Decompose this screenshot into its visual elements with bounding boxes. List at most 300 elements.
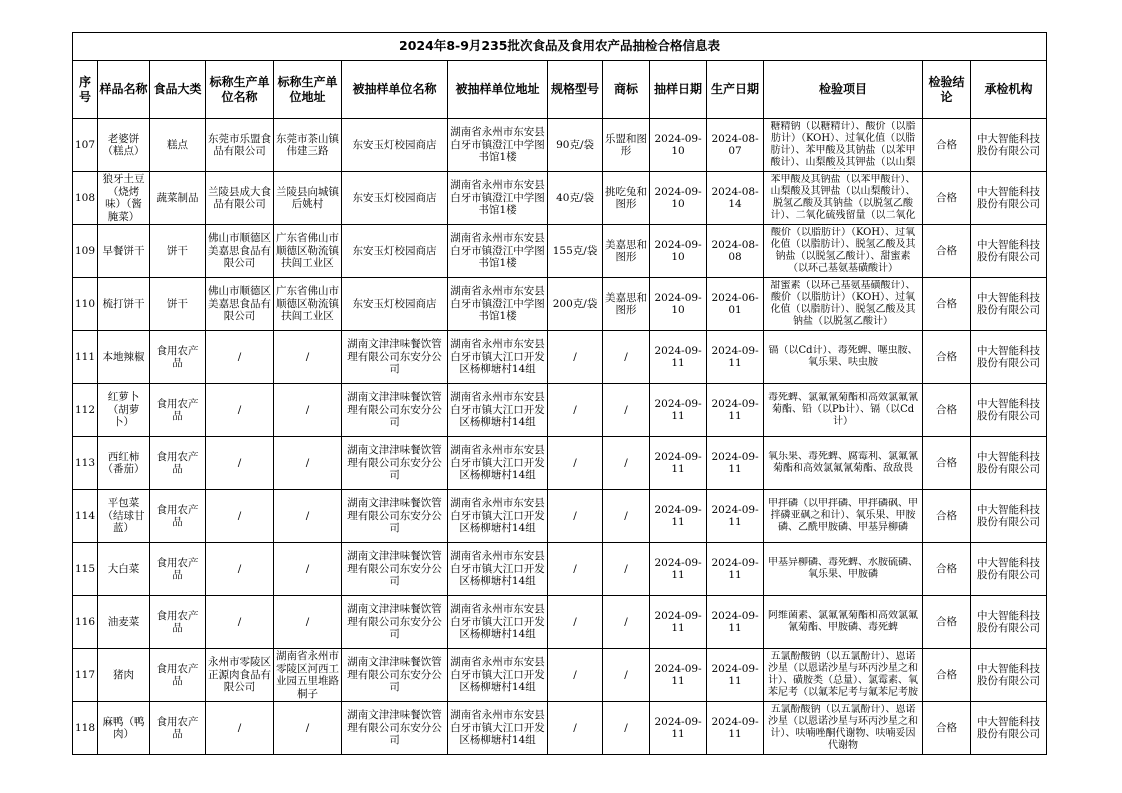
cell-text: 湖南省永州市东安县白牙市镇澄江中学图书馆1楼 bbox=[450, 179, 545, 217]
cell-text: / bbox=[624, 350, 628, 363]
header-specification: 规格型号 bbox=[548, 61, 603, 119]
cell-sampled-unit-address bbox=[448, 384, 548, 437]
cell-text: 湖南文津津味餐饮管理有限公司东安分公司 bbox=[347, 550, 442, 588]
cell-text: 湖南省永州市东安县白牙市镇大江口开发区杨柳塘村14组 bbox=[450, 338, 545, 376]
cell-trademark bbox=[603, 543, 650, 596]
cell-text: / bbox=[573, 615, 577, 628]
cell-text: 佛山市顺德区美嘉思食品有限公司 bbox=[208, 232, 272, 270]
cell-text: 食用农产品 bbox=[156, 503, 199, 528]
header-sampled-unit-name: 被抽样单位名称 bbox=[342, 61, 448, 119]
cell-text: 113 bbox=[75, 456, 96, 469]
cell-text: 中大智能科技股份有限公司 bbox=[977, 344, 1041, 369]
cell-manufacturer-name bbox=[206, 702, 274, 755]
cell-text: 湖南省永州市东安县白牙市镇大江口开发区杨柳塘村14组 bbox=[450, 550, 545, 588]
header-row-number: 序号 bbox=[73, 61, 98, 119]
cell-text: 中大智能科技股份有限公司 bbox=[977, 609, 1041, 634]
cell-test-items bbox=[764, 225, 923, 278]
cell-text: / bbox=[305, 562, 310, 575]
cell-text: 合格 bbox=[936, 350, 958, 363]
cell-row-number bbox=[73, 225, 98, 278]
cell-manufacturer-address bbox=[274, 172, 342, 225]
cell-text: 2024-09-11 bbox=[711, 556, 759, 581]
cell-manufacturer-address bbox=[274, 437, 342, 490]
cell-text: 饼干 bbox=[167, 244, 189, 257]
cell-text: 东莞市乐盟食品有限公司 bbox=[208, 132, 272, 157]
cell-testing-institution bbox=[971, 172, 1047, 225]
cell-text: / bbox=[237, 509, 242, 522]
cell-trademark bbox=[603, 331, 650, 384]
cell-test-conclusion bbox=[923, 331, 971, 384]
cell-text: 兰陵县向城镇后姚村 bbox=[276, 185, 340, 210]
cell-trademark bbox=[603, 119, 650, 172]
cell-text: 中大智能科技股份有限公司 bbox=[977, 238, 1041, 263]
cell-text: 兰陵县成大食品有限公司 bbox=[208, 185, 272, 210]
cell-food-category bbox=[150, 172, 206, 225]
cell-text: 大白菜 bbox=[107, 562, 140, 575]
cell-text: 中大智能科技股份有限公司 bbox=[977, 132, 1041, 157]
cell-text: 湖南省永州市东安县白牙市镇大江口开发区杨柳塘村14组 bbox=[450, 444, 545, 482]
cell-text: 2024-09-11 bbox=[654, 609, 702, 634]
header-sampled-unit-address: 被抽样单位地址 bbox=[448, 61, 548, 119]
cell-text: 2024-08-14 bbox=[711, 185, 759, 210]
cell-row-number bbox=[73, 437, 98, 490]
cell-production-date bbox=[707, 649, 764, 702]
cell-text: 118 bbox=[75, 721, 96, 734]
cell-text: / bbox=[573, 668, 577, 681]
cell-text: 2024-09-10 bbox=[654, 185, 702, 210]
cell-text: 美嘉思和图形 bbox=[605, 291, 648, 316]
cell-text: 2024-09-11 bbox=[711, 344, 759, 369]
cell-specification bbox=[548, 702, 603, 755]
table-row bbox=[73, 490, 1047, 543]
cell-sampled-unit-name bbox=[342, 278, 448, 331]
cell-sampled-unit-name bbox=[342, 490, 448, 543]
cell-manufacturer-name bbox=[206, 649, 274, 702]
cell-text: 2024-09-11 bbox=[654, 397, 702, 422]
cell-text: 合格 bbox=[936, 244, 958, 257]
cell-text: / bbox=[305, 350, 310, 363]
cell-text: 2024-09-11 bbox=[654, 503, 702, 528]
cell-text: 早餐饼干 bbox=[102, 244, 145, 257]
cell-text: 广东省佛山市顺德区勒流镇扶闾工业区 bbox=[276, 232, 340, 270]
cell-manufacturer-name bbox=[206, 278, 274, 331]
cell-text: 湖南文津津味餐饮管理有限公司东安分公司 bbox=[347, 444, 442, 482]
cell-text: 美嘉思和图形 bbox=[605, 238, 648, 263]
cell-manufacturer-address bbox=[274, 490, 342, 543]
cell-text: 佛山市顺德区美嘉思食品有限公司 bbox=[208, 285, 272, 323]
cell-text: 115 bbox=[75, 562, 96, 575]
cell-text: 117 bbox=[75, 668, 96, 681]
cell-specification bbox=[548, 596, 603, 649]
cell-sampled-unit-name bbox=[342, 437, 448, 490]
cell-manufacturer-name bbox=[206, 225, 274, 278]
cell-specification bbox=[548, 490, 603, 543]
cell-text: 酸价（以脂肪计）（KOH）、过氧化值（以脂肪计）、脱氢乙酸及其钠盐（以脱氢乙酸计）、甜蜜素（以环己基氨基磺酸计） bbox=[770, 227, 916, 274]
cell-text: 合格 bbox=[936, 403, 958, 416]
cell-production-date bbox=[707, 702, 764, 755]
cell-trademark bbox=[603, 384, 650, 437]
cell-manufacturer-name bbox=[206, 384, 274, 437]
cell-production-date bbox=[707, 490, 764, 543]
cell-production-date bbox=[707, 543, 764, 596]
cell-manufacturer-address bbox=[274, 119, 342, 172]
cell-sample-name bbox=[98, 437, 150, 490]
cell-text: 109 bbox=[75, 244, 96, 257]
cell-text: 湖南文津津味餐饮管理有限公司东安分公司 bbox=[347, 497, 442, 535]
cell-sampled-unit-address bbox=[448, 172, 548, 225]
cell-text: 狼牙土豆（烧烤味）（酱腌菜） bbox=[102, 173, 145, 223]
cell-text: 合格 bbox=[936, 668, 958, 681]
table-row bbox=[73, 437, 1047, 490]
cell-manufacturer-name bbox=[206, 172, 274, 225]
cell-text: 114 bbox=[75, 509, 96, 522]
cell-text: / bbox=[624, 615, 628, 628]
cell-sample-name bbox=[98, 278, 150, 331]
cell-text: / bbox=[305, 403, 310, 416]
cell-row-number bbox=[73, 384, 98, 437]
header-testing-institution: 承检机构 bbox=[971, 61, 1047, 119]
cell-row-number bbox=[73, 331, 98, 384]
cell-text: 2024-09-11 bbox=[711, 662, 759, 687]
cell-text: 40克/袋 bbox=[556, 191, 594, 204]
cell-text: 2024-09-11 bbox=[654, 662, 702, 687]
cell-text: 东安玉灯校园商店 bbox=[352, 138, 437, 151]
cell-text: 永州市零陵区正源肉食品有限公司 bbox=[208, 656, 272, 694]
cell-text: 挑吃兔和图形 bbox=[605, 185, 648, 210]
cell-sampling-date bbox=[650, 119, 707, 172]
cell-text: 东安玉灯校园商店 bbox=[352, 244, 437, 257]
cell-text: 甲基异柳磷、毒死蜱、水胺硫磷、氧乐果、甲胺磷 bbox=[768, 557, 919, 580]
cell-sample-name bbox=[98, 490, 150, 543]
cell-text: / bbox=[573, 456, 577, 469]
cell-text: 155克/袋 bbox=[552, 244, 598, 257]
cell-text: 湖南省永州市东安县白牙市镇大江口开发区杨柳塘村14组 bbox=[450, 709, 545, 747]
cell-text: 中大智能科技股份有限公司 bbox=[977, 503, 1041, 528]
cell-testing-institution bbox=[971, 119, 1047, 172]
cell-manufacturer-address bbox=[274, 384, 342, 437]
cell-sampled-unit-name bbox=[342, 649, 448, 702]
header-trademark: 商标 bbox=[603, 61, 650, 119]
cell-text: 广东省佛山市顺德区勒流镇扶闾工业区 bbox=[276, 285, 340, 323]
cell-test-conclusion bbox=[923, 649, 971, 702]
cell-text: 合格 bbox=[936, 509, 958, 522]
cell-text: / bbox=[624, 456, 628, 469]
cell-test-conclusion bbox=[923, 119, 971, 172]
cell-text: 湖南省永州市东安县白牙市镇澄江中学图书馆1楼 bbox=[450, 285, 545, 323]
table-title: 2024年8-9月235批次食品及食用农产品抽检合格信息表 bbox=[73, 33, 1047, 61]
cell-text: 107 bbox=[75, 138, 96, 151]
cell-sample-name bbox=[98, 225, 150, 278]
cell-text: 五氯酚酸钠（以五氯酚计）、恩诺沙星（以恩诺沙星与环丙沙星之和计）、磺胺类（总量）、氯霉素、氧苯尼考（以氟苯尼考与氟苯尼考胺 bbox=[768, 651, 919, 698]
cell-text: / bbox=[573, 509, 577, 522]
cell-testing-institution bbox=[971, 543, 1047, 596]
cell-manufacturer-address bbox=[274, 649, 342, 702]
cell-trademark bbox=[603, 172, 650, 225]
cell-manufacturer-name bbox=[206, 119, 274, 172]
cell-text: 中大智能科技股份有限公司 bbox=[977, 715, 1041, 740]
cell-row-number bbox=[73, 596, 98, 649]
cell-text: 2024-06-01 bbox=[711, 291, 759, 316]
cell-test-conclusion bbox=[923, 437, 971, 490]
cell-sampled-unit-address bbox=[448, 490, 548, 543]
cell-text: 合格 bbox=[936, 297, 958, 310]
cell-test-conclusion bbox=[923, 172, 971, 225]
cell-test-items bbox=[764, 702, 923, 755]
cell-sampled-unit-address bbox=[448, 331, 548, 384]
cell-text: 合格 bbox=[936, 562, 958, 575]
cell-text: 猪肉 bbox=[113, 668, 135, 681]
cell-sampling-date bbox=[650, 331, 707, 384]
cell-text: 2024-09-10 bbox=[654, 238, 702, 263]
cell-text: 110 bbox=[75, 297, 96, 310]
header-test-items: 检验项目 bbox=[764, 61, 923, 119]
cell-sampling-date bbox=[650, 596, 707, 649]
cell-testing-institution bbox=[971, 490, 1047, 543]
cell-test-conclusion bbox=[923, 225, 971, 278]
cell-sample-name bbox=[98, 331, 150, 384]
cell-text: 湖南文津津味餐饮管理有限公司东安分公司 bbox=[347, 656, 442, 694]
cell-specification bbox=[548, 225, 603, 278]
cell-sampling-date bbox=[650, 225, 707, 278]
cell-test-items bbox=[764, 278, 923, 331]
cell-test-items bbox=[764, 490, 923, 543]
cell-text: 平包菜（结球甘蓝） bbox=[102, 497, 145, 535]
cell-text: 2024-09-11 bbox=[711, 503, 759, 528]
table-row bbox=[73, 702, 1047, 755]
cell-food-category bbox=[150, 490, 206, 543]
cell-manufacturer-address bbox=[274, 225, 342, 278]
cell-text: 合格 bbox=[936, 138, 958, 151]
cell-text: 湖南省永州市东安县白牙市镇澄江中学图书馆1楼 bbox=[450, 232, 545, 270]
cell-text: 阿维菌素、氯氟氰菊酯和高效氯氟氰菊酯、甲胺磷、毒死蜱 bbox=[768, 610, 919, 633]
cell-text: 湖南省永州市东安县白牙市镇大江口开发区杨柳塘村14组 bbox=[450, 497, 545, 535]
cell-sample-name bbox=[98, 119, 150, 172]
cell-text: / bbox=[237, 615, 242, 628]
cell-text: 2024-09-11 bbox=[711, 450, 759, 475]
header-food-category: 食品大类 bbox=[150, 61, 206, 119]
cell-text: 中大智能科技股份有限公司 bbox=[977, 556, 1041, 581]
cell-text: 2024-09-11 bbox=[654, 715, 702, 740]
cell-text: 食用农产品 bbox=[156, 556, 199, 581]
cell-sampled-unit-name bbox=[342, 702, 448, 755]
cell-text: / bbox=[305, 615, 310, 628]
cell-row-number bbox=[73, 702, 98, 755]
cell-text: 红萝卜（胡萝卜） bbox=[107, 391, 140, 429]
table-row bbox=[73, 119, 1047, 172]
cell-text: 食用农产品 bbox=[156, 344, 199, 369]
cell-text: 梳打饼干 bbox=[102, 297, 145, 310]
cell-sampled-unit-name bbox=[342, 596, 448, 649]
cell-food-category bbox=[150, 278, 206, 331]
cell-food-category bbox=[150, 437, 206, 490]
cell-sampling-date bbox=[650, 437, 707, 490]
cell-text: / bbox=[237, 403, 242, 416]
cell-text: 食用农产品 bbox=[156, 450, 199, 475]
cell-text: 饼干 bbox=[167, 297, 189, 310]
cell-testing-institution bbox=[971, 702, 1047, 755]
cell-text: 2024-09-11 bbox=[654, 450, 702, 475]
cell-text: 东莞市茶山镇伟建三路 bbox=[276, 132, 340, 157]
cell-text: 五氯酚酸钠（以五氯酚计）、恩诺沙星（以恩诺沙星与环丙沙星之和计）、呋喃唑酮代谢物、呋喃妥因代谢物 bbox=[768, 704, 919, 751]
cell-test-items bbox=[764, 596, 923, 649]
cell-text: / bbox=[624, 509, 628, 522]
cell-food-category bbox=[150, 225, 206, 278]
cell-text: 2024-09-11 bbox=[654, 344, 702, 369]
cell-test-items bbox=[764, 119, 923, 172]
cell-production-date bbox=[707, 437, 764, 490]
cell-text: 2024-09-11 bbox=[654, 556, 702, 581]
cell-test-conclusion bbox=[923, 596, 971, 649]
header-manufacturer-address: 标称生产单位地址 bbox=[274, 61, 342, 119]
cell-sampled-unit-address bbox=[448, 225, 548, 278]
cell-testing-institution bbox=[971, 649, 1047, 702]
cell-sample-name bbox=[98, 649, 150, 702]
cell-test-items bbox=[764, 384, 923, 437]
cell-test-conclusion bbox=[923, 384, 971, 437]
cell-trademark bbox=[603, 649, 650, 702]
cell-testing-institution bbox=[971, 596, 1047, 649]
cell-sample-name bbox=[98, 543, 150, 596]
cell-sampling-date bbox=[650, 702, 707, 755]
cell-specification bbox=[548, 543, 603, 596]
cell-text: 合格 bbox=[936, 721, 958, 734]
cell-text: 2024-08-07 bbox=[711, 132, 759, 157]
cell-manufacturer-address bbox=[274, 331, 342, 384]
cell-text: 氧乐果、毒死蜱、腐霉利、氯氟氰菊酯和高效氯氟氰菊酯、敌敌畏 bbox=[768, 451, 919, 474]
cell-sample-name bbox=[98, 702, 150, 755]
cell-text: / bbox=[237, 350, 242, 363]
cell-text: / bbox=[624, 721, 628, 734]
cell-production-date bbox=[707, 331, 764, 384]
cell-text: 200克/袋 bbox=[552, 297, 598, 310]
cell-sampled-unit-address bbox=[448, 543, 548, 596]
cell-trademark bbox=[603, 437, 650, 490]
cell-text: 西红柿（番茄） bbox=[102, 450, 145, 475]
cell-text: 东安玉灯校园商店 bbox=[352, 297, 437, 310]
cell-text: / bbox=[573, 403, 577, 416]
cell-text: 中大智能科技股份有限公司 bbox=[977, 291, 1041, 316]
cell-text: 湖南省永州市东安县白牙市镇大江口开发区杨柳塘村14组 bbox=[450, 656, 545, 694]
cell-manufacturer-address bbox=[274, 702, 342, 755]
cell-food-category bbox=[150, 649, 206, 702]
cell-food-category bbox=[150, 384, 206, 437]
header-test-conclusion: 检验结论 bbox=[923, 61, 971, 119]
cell-test-items bbox=[764, 649, 923, 702]
cell-row-number bbox=[73, 490, 98, 543]
cell-row-number bbox=[73, 172, 98, 225]
cell-sampling-date bbox=[650, 172, 707, 225]
table-row bbox=[73, 172, 1047, 225]
cell-text: 湖南文津津味餐饮管理有限公司东安分公司 bbox=[347, 709, 442, 747]
header-sampling-date: 抽样日期 bbox=[650, 61, 707, 119]
cell-text: 食用农产品 bbox=[156, 397, 199, 422]
cell-sampling-date bbox=[650, 649, 707, 702]
cell-text: / bbox=[237, 721, 242, 734]
cell-trademark bbox=[603, 278, 650, 331]
cell-row-number bbox=[73, 119, 98, 172]
cell-text: / bbox=[305, 509, 310, 522]
cell-sampled-unit-name bbox=[342, 225, 448, 278]
cell-text: 合格 bbox=[936, 615, 958, 628]
cell-text: / bbox=[624, 668, 628, 681]
cell-manufacturer-address bbox=[274, 596, 342, 649]
cell-manufacturer-address bbox=[274, 278, 342, 331]
table-row bbox=[73, 596, 1047, 649]
cell-text: 东安玉灯校园商店 bbox=[352, 191, 437, 204]
cell-text: 镉（以Cd计）、毒死蜱、噻虫胺、氧乐果、呋虫胺 bbox=[768, 345, 918, 368]
cell-text: 中大智能科技股份有限公司 bbox=[977, 397, 1041, 422]
cell-testing-institution bbox=[971, 278, 1047, 331]
table-row bbox=[73, 278, 1047, 331]
cell-sampled-unit-name bbox=[342, 119, 448, 172]
cell-manufacturer-name bbox=[206, 490, 274, 543]
cell-text: 合格 bbox=[936, 456, 958, 469]
cell-testing-institution bbox=[971, 437, 1047, 490]
cell-text: 湖南文津津味餐饮管理有限公司东安分公司 bbox=[347, 338, 442, 376]
cell-text: 糕点 bbox=[167, 138, 189, 151]
cell-sampled-unit-name bbox=[342, 172, 448, 225]
cell-production-date bbox=[707, 172, 764, 225]
cell-text: 湖南文津津味餐饮管理有限公司东安分公司 bbox=[347, 603, 442, 641]
cell-food-category bbox=[150, 543, 206, 596]
cell-testing-institution bbox=[971, 225, 1047, 278]
cell-text: 食用农产品 bbox=[156, 715, 199, 740]
cell-sampling-date bbox=[650, 384, 707, 437]
cell-text: 湖南省永州市东安县白牙市镇大江口开发区杨柳塘村14组 bbox=[450, 391, 545, 429]
cell-text: 湖南省永州市东安县白牙市镇澄江中学图书馆1楼 bbox=[450, 126, 545, 164]
cell-text: 中大智能科技股份有限公司 bbox=[977, 185, 1041, 210]
cell-specification bbox=[548, 384, 603, 437]
cell-test-items bbox=[764, 543, 923, 596]
cell-text: 甜蜜素（以环己基氨基磺酸计）、酸价（以脂肪计）（KOH）、过氧化值（以脂肪计）、脱氢乙酸及其钠盐（以脱氢乙酸计） bbox=[770, 280, 916, 327]
cell-food-category bbox=[150, 331, 206, 384]
cell-sample-name bbox=[98, 596, 150, 649]
cell-manufacturer-name bbox=[206, 331, 274, 384]
cell-text: 111 bbox=[75, 350, 96, 363]
cell-testing-institution bbox=[971, 384, 1047, 437]
table-row bbox=[73, 384, 1047, 437]
table-row bbox=[73, 649, 1047, 702]
cell-text: 108 bbox=[75, 191, 96, 204]
cell-manufacturer-name bbox=[206, 437, 274, 490]
cell-text: 中大智能科技股份有限公司 bbox=[977, 450, 1041, 475]
cell-trademark bbox=[603, 596, 650, 649]
cell-sampled-unit-name bbox=[342, 543, 448, 596]
inspection-table bbox=[72, 32, 1047, 755]
cell-text: / bbox=[305, 456, 310, 469]
cell-text: / bbox=[573, 350, 577, 363]
cell-text: 湖南省永州市东安县白牙市镇大江口开发区杨柳塘村14组 bbox=[450, 603, 545, 641]
cell-text: 麻鸭（鸭肉） bbox=[102, 715, 145, 740]
cell-text: 2024-09-10 bbox=[654, 291, 702, 316]
cell-text: / bbox=[573, 562, 577, 575]
cell-text: 2024-09-11 bbox=[711, 715, 759, 740]
cell-food-category bbox=[150, 119, 206, 172]
cell-text: 老婆饼（糕点） bbox=[102, 132, 145, 157]
header-manufacturer-name: 标称生产单位名称 bbox=[206, 61, 274, 119]
cell-food-category bbox=[150, 596, 206, 649]
cell-specification bbox=[548, 331, 603, 384]
cell-text: 食用农产品 bbox=[156, 662, 199, 687]
cell-sample-name bbox=[98, 384, 150, 437]
cell-sampled-unit-address bbox=[448, 119, 548, 172]
table-row bbox=[73, 543, 1047, 596]
cell-text: 糖精钠（以糖精计）、酸价（以脂肪计）（KOH）、过氧化值（以脂肪计）、苯甲酸及其钠盐（以苯甲酸计）、山梨酸及其钾盐（以山梨 bbox=[770, 121, 916, 168]
table-row bbox=[73, 331, 1047, 384]
cell-trademark bbox=[603, 490, 650, 543]
header-sample-name: 样品名称 bbox=[98, 61, 150, 119]
cell-test-conclusion bbox=[923, 278, 971, 331]
